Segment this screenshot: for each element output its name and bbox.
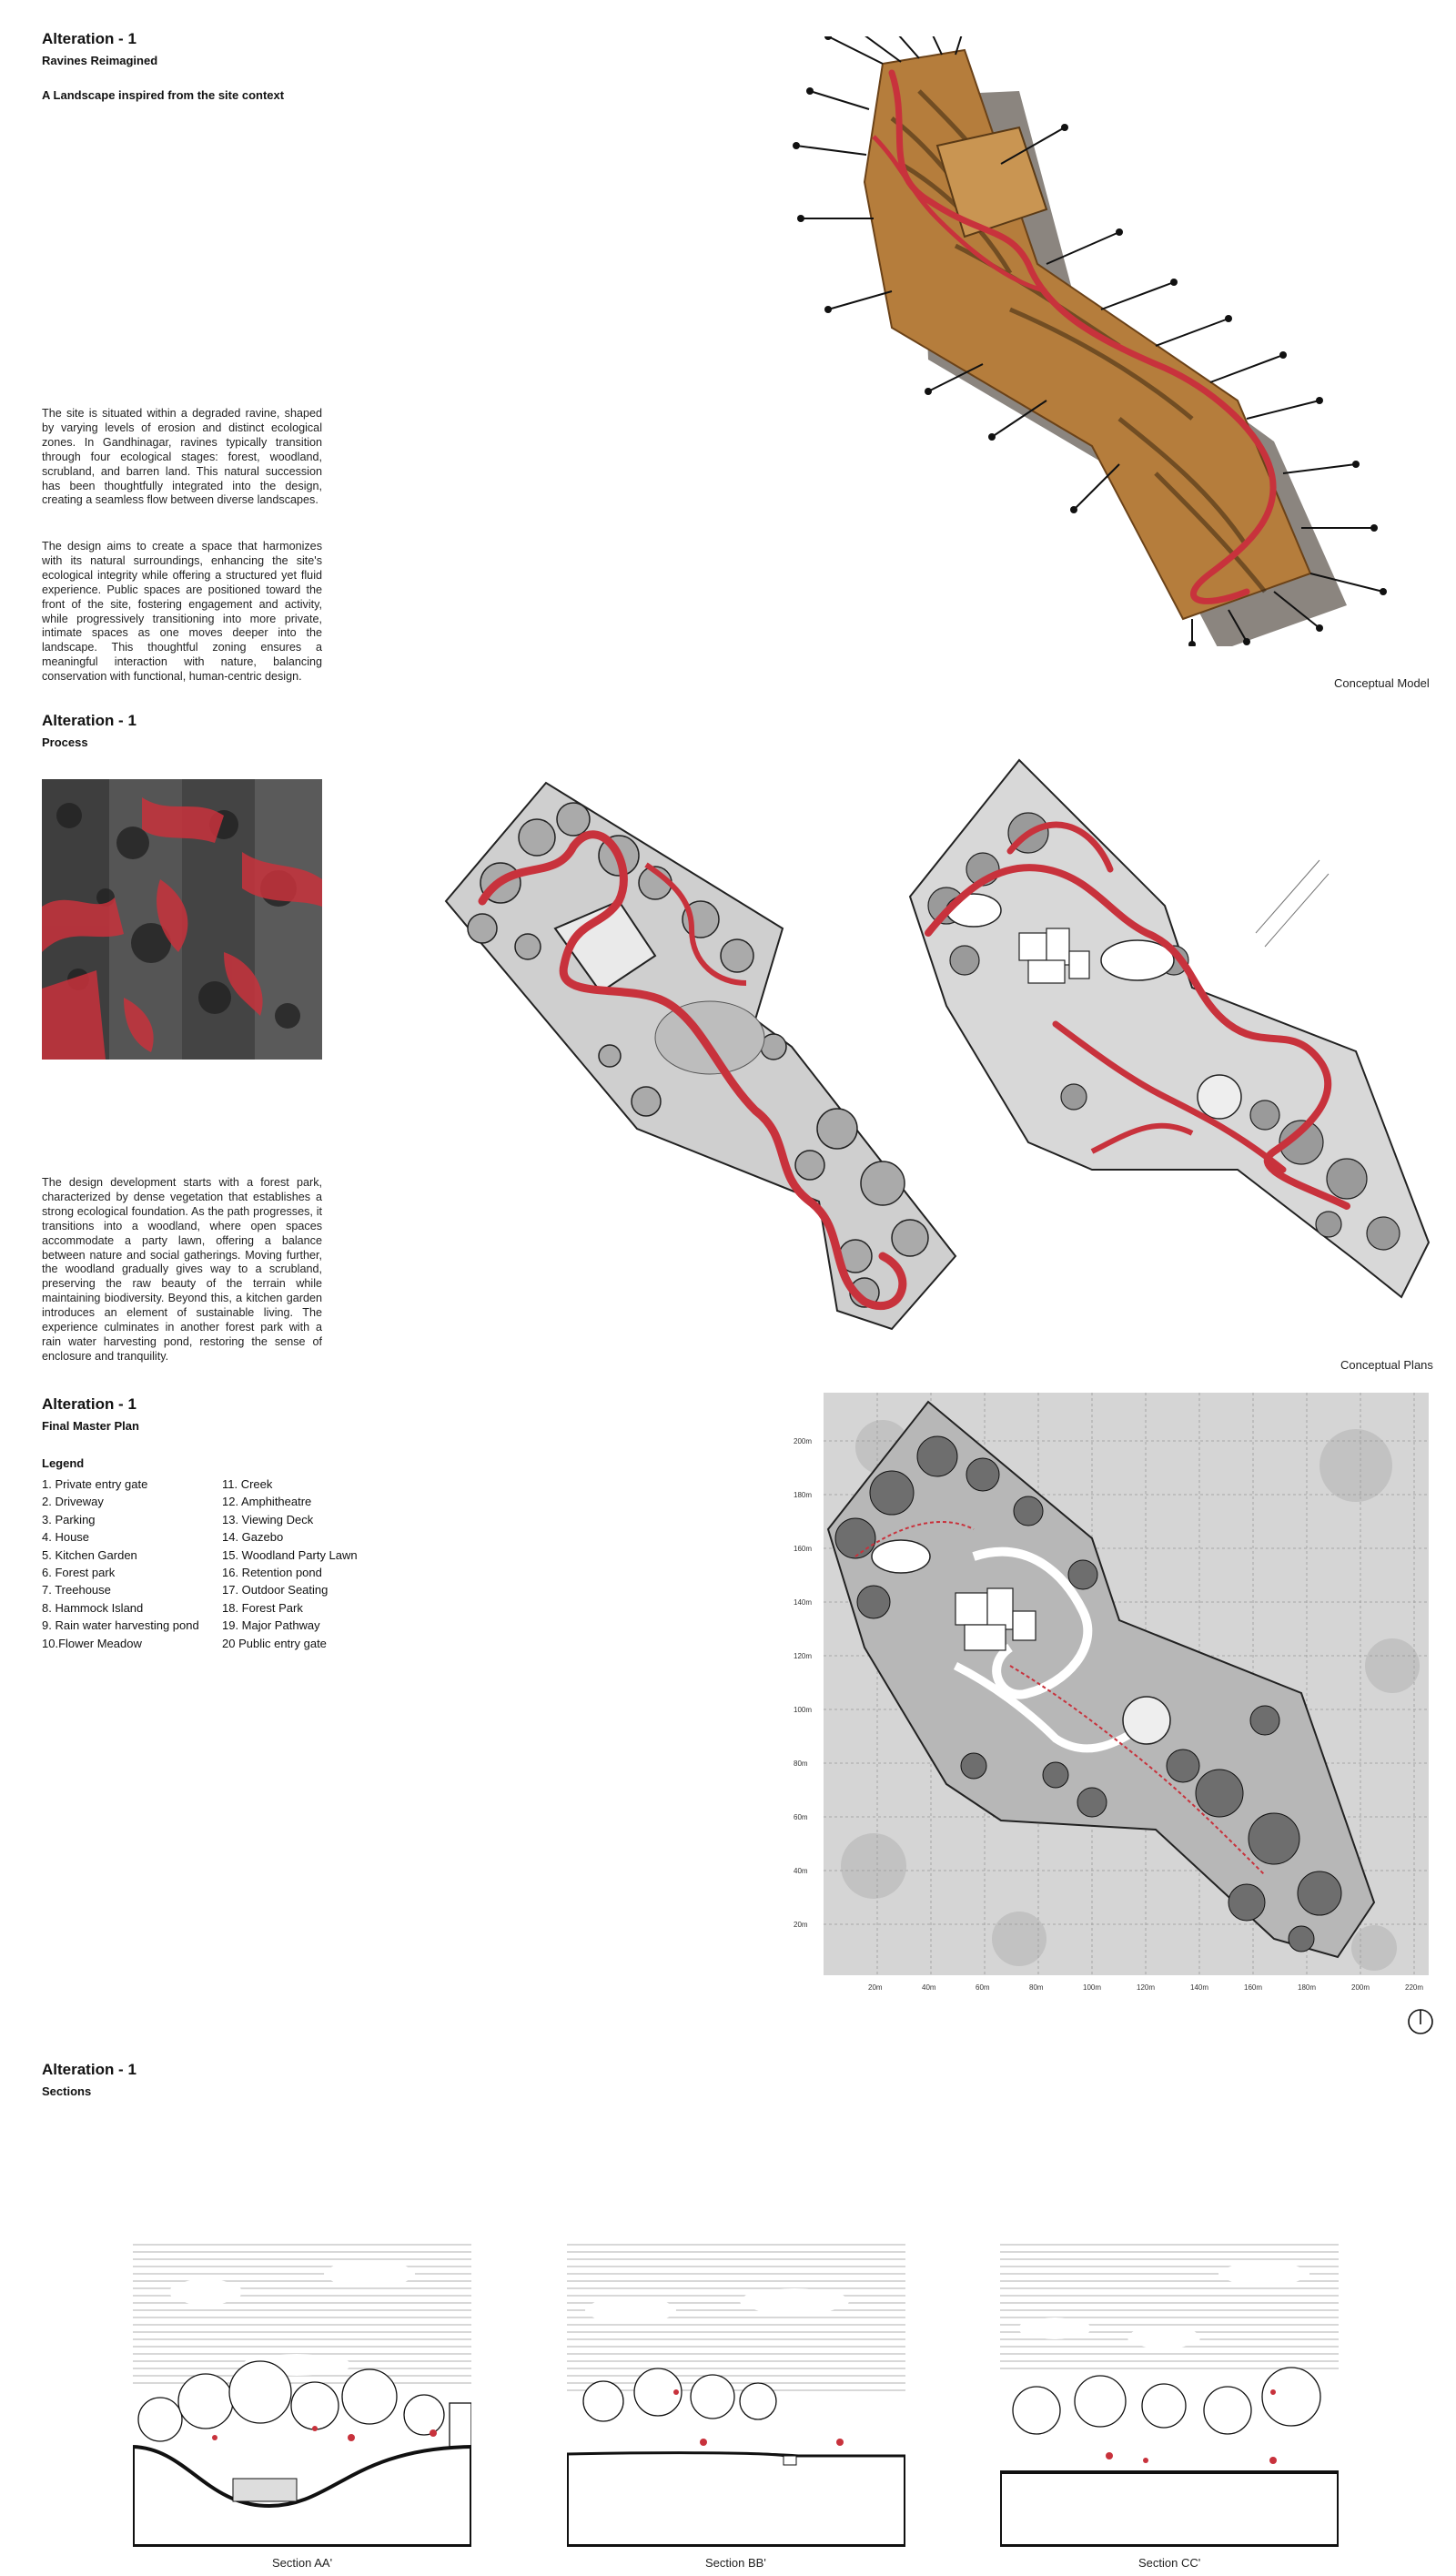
x-tick-label: 40m: [922, 1983, 936, 1992]
x-tick-label: 20m: [868, 1983, 883, 1992]
process-aerial-collage: [42, 779, 322, 1060]
section1-paragraph-2: The design aims to create a space that harmonizes with its natural surroundings, enhancing the site's ecological integrity while offering a structured yet fluid experience. Public spaces are positioned toward the front of the site, fostering engagement and activity, while progressively transitioning into more private, intimate spaces as one moves deeper into the landscape. This thoughtful zoning ensures a meaningful interaction with nature, balancing conservation with functional, human-centric design.: [42, 540, 322, 684]
y-tick-label: 80m: [794, 1760, 808, 1768]
x-tick-label: 220m: [1405, 1983, 1424, 1992]
section3-subtitle: Final Master Plan: [42, 1419, 139, 1433]
legend-item: 13. Viewing Deck: [222, 1512, 314, 1526]
section-bb-caption: Section BB': [705, 2556, 766, 2570]
legend-item: 1. Private entry gate: [42, 1477, 148, 1491]
section2-paragraph: The design development starts with a forest park, characterized by dense vegetation that establishes a strong ecological foundation. As the path progresses, it transitions into a woodland, where open spaces accommodate a party lawn, offering a balance between nature and social gatherings. Moving further, the woodland gradually gives way to a scrubland, preserving the raw beauty of the terrain while maintaining biodiversity. Beyond this, a kitchen garden introduces an element of sustainable living. The experience culminates in another forest park with a rain water harvesting pond, restoring the sense of enclosure and tranquility.: [42, 1176, 322, 1363]
section-aa-caption: Section AA': [272, 2556, 333, 2570]
x-tick-label: 140m: [1190, 1983, 1209, 1992]
section1-paragraph-1: The site is situated within a degraded ravine, shaped by varying levels of erosion and distinct ecological zones. In Gandhinagar, ravines typically transition through four ecological stages: forest, woodland, scrubland, and barren land. This natural succession has been thoughtfully integrated into the design, creating a seamless flow between diverse landscapes.: [42, 407, 322, 507]
x-tick-label: 180m: [1298, 1983, 1317, 1992]
section-cc-caption: Section CC': [1138, 2556, 1201, 2570]
section2-title: Alteration - 1: [42, 712, 136, 729]
y-tick-label: 180m: [794, 1491, 813, 1499]
y-tick-label: 100m: [794, 1706, 813, 1714]
y-tick-label: 120m: [794, 1652, 813, 1660]
y-tick-label: 160m: [794, 1545, 813, 1553]
conceptual-model-image: [774, 36, 1429, 646]
section4-title: Alteration - 1: [42, 2061, 136, 2078]
legend-item: 15. Woodland Party Lawn: [222, 1547, 358, 1562]
legend-item: 18. Forest Park: [222, 1600, 303, 1615]
legend-item: 17. Outdoor Seating: [222, 1583, 329, 1597]
master-plan-drawing: [792, 1393, 1438, 1998]
x-tick-label: 80m: [1029, 1983, 1044, 1992]
section1-subtitle: Ravines Reimagined: [42, 54, 158, 67]
section-aa-drawing: [133, 2237, 471, 2547]
y-tick-label: 20m: [794, 1921, 808, 1929]
legend-item: 9. Rain water harvesting pond: [42, 1618, 199, 1633]
x-tick-label: 200m: [1351, 1983, 1370, 1992]
legend-item: 6. Forest park: [42, 1566, 116, 1580]
conceptual-plans-caption: Conceptual Plans: [1340, 1358, 1433, 1372]
legend-list-col2: [222, 1476, 404, 1652]
y-tick-label: 60m: [794, 1813, 808, 1821]
x-tick-label: 60m: [976, 1983, 990, 1992]
conceptual-plan-2: [892, 751, 1438, 1334]
legend-item: 14. Gazebo: [222, 1530, 284, 1545]
legend-item: 4. House: [42, 1530, 90, 1545]
legend-list-col1: [42, 1476, 219, 1652]
x-tick-label: 160m: [1244, 1983, 1263, 1992]
legend-item: 20 Public entry gate: [222, 1636, 327, 1650]
y-tick-label: 140m: [794, 1598, 813, 1607]
y-tick-label: 40m: [794, 1867, 808, 1875]
legend-item: 5. Kitchen Garden: [42, 1547, 137, 1562]
legend-item: 3. Parking: [42, 1512, 96, 1526]
legend-item: 8. Hammock Island: [42, 1600, 144, 1615]
legend-title: Legend: [42, 1456, 85, 1470]
section3-title: Alteration - 1: [42, 1395, 136, 1413]
section1-title: Alteration - 1: [42, 30, 136, 47]
x-tick-label: 120m: [1137, 1983, 1156, 1992]
section2-subtitle: Process: [42, 735, 88, 749]
legend-item: 10.Flower Meadow: [42, 1636, 142, 1650]
y-tick-label: 200m: [794, 1437, 813, 1445]
legend-item: 7. Treehouse: [42, 1583, 111, 1597]
section1-tagline: A Landscape inspired from the site context: [42, 88, 285, 102]
legend-item: 19. Major Pathway: [222, 1618, 320, 1633]
north-arrow-icon: [1407, 2008, 1434, 2035]
section4-subtitle: Sections: [42, 2084, 92, 2098]
conceptual-model-caption: Conceptual Model: [1334, 676, 1430, 690]
legend-item: 11. Creek: [222, 1477, 273, 1491]
legend-item: 12. Amphitheatre: [222, 1495, 312, 1509]
legend-item: 16. Retention pond: [222, 1566, 322, 1580]
legend-item: 2. Driveway: [42, 1495, 104, 1509]
section-bb-drawing: [567, 2237, 905, 2547]
section-cc-drawing: [1000, 2237, 1339, 2547]
x-tick-label: 100m: [1083, 1983, 1102, 1992]
